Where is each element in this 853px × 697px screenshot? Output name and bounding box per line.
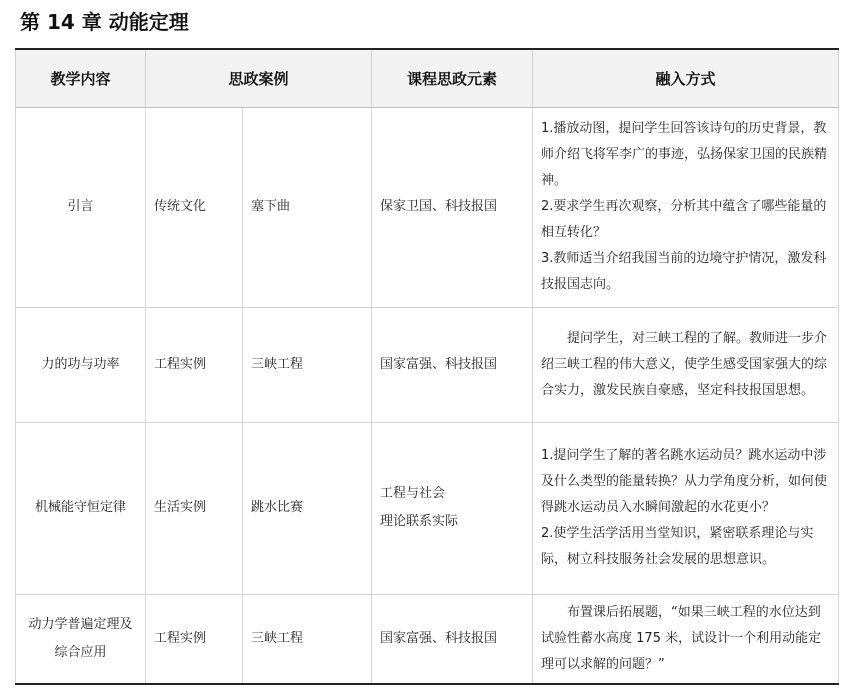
case-type-cell: 工程实例 <box>146 307 243 422</box>
course-element-line: 工程与社会 <box>380 486 446 501</box>
table-header-row <box>16 49 839 107</box>
case-type-cell: 工程实例 <box>146 594 243 684</box>
teaching-content-cell: 动力学普遍定理及综合应用 <box>16 594 146 684</box>
case-name-cell: 三峡工程 <box>243 594 372 684</box>
header-case: 思政案例 <box>146 49 372 107</box>
course-element-cell <box>372 422 533 594</box>
integration-method-cell <box>533 422 839 594</box>
course-element-cell <box>372 594 533 684</box>
method-paragraph: 提问学生，对三峡工程的了解。教师进一步介绍三峡工程的伟大意义，使学生感受国家强大的综合实力，激发民族自豪感，坚定科技报国思想。 <box>541 330 828 398</box>
header-integration-method: 融入方式 <box>533 49 839 107</box>
table-row <box>16 594 839 684</box>
teaching-content-cell: 机械能守恒定律 <box>16 422 146 594</box>
ideological-teaching-table <box>15 48 839 685</box>
page-title: 第 14 章 动能定理 <box>20 10 189 34</box>
integration-method-cell <box>533 107 839 307</box>
method-paragraph: 布置课后拓展题，“如果三峡工程的水位达到试验性蓄水高度 175 米，试设计一个利用动能定理可以求解的问题？” <box>541 604 822 672</box>
course-element-line: 理论联系实际 <box>380 514 459 529</box>
integration-method-cell <box>533 307 839 422</box>
method-paragraph: 3.教师适当介绍我国当前的边境守护情况，激发科技报国志向。 <box>541 251 827 292</box>
table-body <box>16 107 839 684</box>
header-teaching-content: 教学内容 <box>16 49 146 107</box>
course-element-line: 国家富强、科技报国 <box>380 630 498 646</box>
case-type-cell: 传统文化 <box>146 107 243 307</box>
method-paragraph: 2.要求学生再次观察，分析其中蕴含了哪些能量的相互转化？ <box>541 199 827 240</box>
case-name-cell: 跳水比赛 <box>243 422 372 594</box>
course-element-line: 国家富强、科技报国 <box>380 356 498 372</box>
case-name-cell: 塞下曲 <box>243 107 372 307</box>
case-type-cell: 生活实例 <box>146 422 243 594</box>
header-course-element: 课程思政元素 <box>372 49 533 107</box>
course-element-cell <box>372 307 533 422</box>
table-row <box>16 107 839 307</box>
teaching-content-cell: 力的功与功率 <box>16 307 146 422</box>
teaching-content-cell: 引言 <box>16 107 146 307</box>
method-paragraph: 1.提问学生了解的著名跳水运动员？跳水运动中涉及什么类型的能量转换？从力学角度分析，如何使得跳水运动员入水瞬间激起的水花更小？ <box>541 448 828 515</box>
course-element-cell <box>372 107 533 307</box>
method-paragraph: 1.播放动图，提问学生回答该诗句的历史背景，教师介绍飞将军李广的事迹，弘扬保家卫国的民族精神。 <box>541 121 828 188</box>
case-name-cell: 三峡工程 <box>243 307 372 422</box>
method-paragraph: 2.使学生活学活用当堂知识，紧密联系理论与实际，树立科技服务社会发展的思想意识。 <box>541 526 814 567</box>
course-element-line: 保家卫国、科技报国 <box>380 199 498 214</box>
integration-method-cell <box>533 594 839 684</box>
table-row <box>16 422 839 594</box>
table-row <box>16 307 839 422</box>
